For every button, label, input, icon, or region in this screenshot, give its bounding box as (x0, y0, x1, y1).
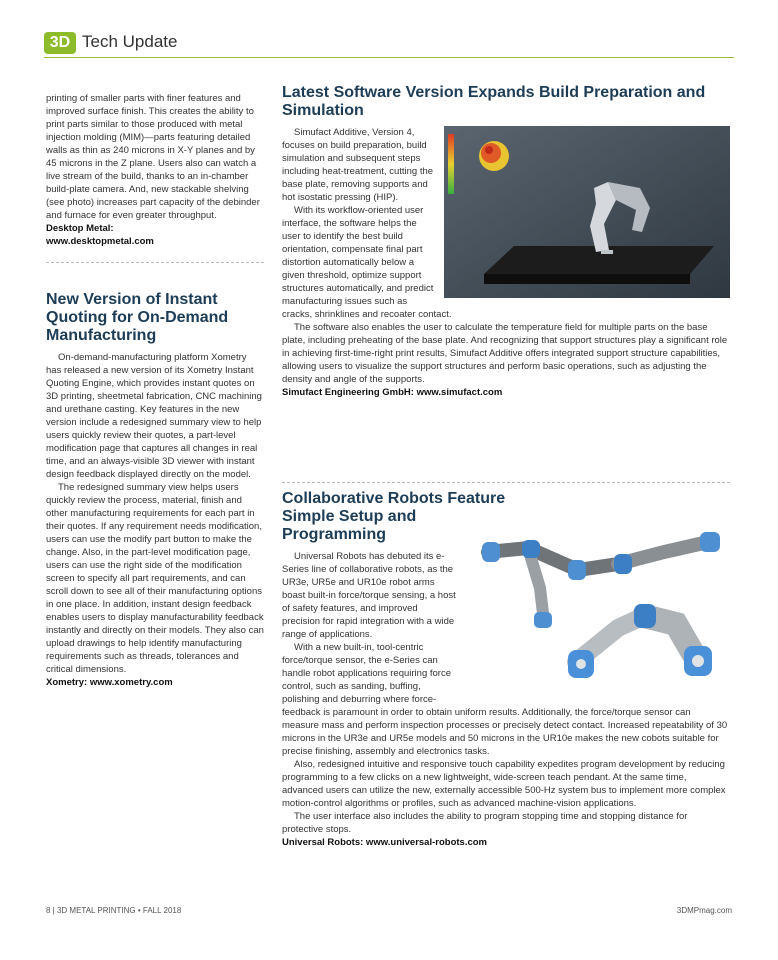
article-simufact (282, 84, 730, 399)
article-body-xometry (46, 351, 264, 689)
left-column (46, 92, 264, 689)
paragraph: On-demand-manufacturing platform Xometry has released a new version of its Xometry Instant Quoting Engine, which provides instant quotes on 3D printing, sheetmetal fabrication, CNC machining and urethane casting. Key features in the new version include a redesigned summary view to help users quickly review their quotes, a part-level modification page that captures all changes in real time, and an always-visible 3D viewer with instant design feedback displayed directly on the model. (46, 352, 262, 480)
paragraph: With its workflow-oriented user interface, the software helps the user to identify the best build orientation, compensate final part distortion automatically below a given threshold, optimize support structures automatically, and predict manufacturing issues such as cracks, shrinklines and recoater contact. (282, 205, 452, 320)
carryover-source-url: www.desktopmetal.com (46, 236, 154, 247)
page-header (44, 28, 734, 56)
page-footer (46, 906, 732, 915)
paragraph: The redesigned summary view helps users quickly review the process, material, finish and other manufacturing requirements for each part in their quotes. If any requirement needs modification, users can use the modify part button to make the change. Also, in the part-level modification page, users can use the right side of the modification screen to specify all part requirements, and can scroll down to see all of their manufacturing options in one place. In addition, instant design feedback enables users to display manufacturability feedback instantly and directly on their models. They also can upload drawings to help identify manufacturing requirements such as threads, tolerances and critical dimensions. (46, 482, 264, 675)
simulation-screenshot-image (444, 126, 730, 302)
carryover-source-name: Desktop Metal: (46, 223, 114, 234)
divider (46, 262, 264, 263)
article-source: Simufact Engineering GmbH: www.simufact.com (282, 387, 503, 398)
paragraph: With a new built-in, tool-centric force/torque sensor, the e-Series can handle robot applications requiring force control, such as sanding, buffing, polishing and deburring where force-feedback is paramount in order to obtain uniform results. Additionally, the force/torque sensor can measure mass and perform inspection processes or precisely detect contact. Increased repeatability of 30 microns in the UR3e and UR5e models and 50 microns in the UR10e makes the new cobots suitable for precise finishing, assembly and electronics tasks. (282, 642, 728, 757)
article-body-simufact (282, 126, 730, 399)
section-divider (282, 482, 730, 483)
paragraph: Universal Robots has debuted its e-Series line of collaborative robots, as the UR3e, UR5e and UR10e robot arms boast built-in force/torque sensing, a host of safety features, and improved precision for rapid integration with a wide range of applications. (282, 551, 456, 640)
carryover-text: printing of smaller parts with finer features and improved surface finish. This creates the ability to print parts similar to those produced with metal injection molding (MIM)—parts featuring detailed walls as thin as 240 microns in X-Y planes and by 45 microns in the Z plane. Users also can watch a live stream of the build, thanks to an in-chamber build-plate camera. And, new stackable shelving (see photo) increases part capacity of the debinder and furnace for even greater throughput. (46, 93, 260, 221)
cobot-arms-image (468, 512, 730, 694)
folio: 8 | 3D METAL PRINTING • FALL 2018 (46, 906, 182, 915)
website-link[interactable]: 3DMPmag.com (676, 906, 732, 915)
header-rule (44, 57, 734, 58)
magazine-logo: 3D (44, 32, 76, 54)
article-body-robots (282, 550, 730, 849)
carryover-article (46, 92, 264, 248)
article-title-simufact: Latest Software Version Expands Build Preparation and Simulation (282, 84, 706, 119)
article-universal-robots (282, 490, 730, 849)
paragraph: The user interface also includes the ability to program stopping time and stopping distance for protective stops. (282, 811, 688, 835)
article-title-robots: Collaborative Robots Feature Simple Setup and Programming (282, 490, 506, 543)
paragraph: Also, redesigned intuitive and responsive touch capability expedites program development by reducing programming to a few clicks on a new lightweight, wide-screen teach pendant. At the same time, advanced users can utilize the new, externally accessible 500-Hz system bus to implement more complex motion-control algorithms or profiles, such as advanced machine-vision applications. (282, 759, 726, 809)
section-title: Tech Update (82, 32, 178, 51)
article-source: Universal Robots: www.universal-robots.com (282, 837, 487, 848)
article-source: Xometry: www.xometry.com (46, 677, 173, 688)
paragraph: Simufact Additive, Version 4, focuses on build preparation, build simulation and subsequent steps including heat-treatment, cutting the base plate, removing supports and hot isostatic pressing (HIP). (282, 127, 434, 203)
paragraph: The software also enables the user to calculate the temperature field for multiple parts on the base plate, including preheating of the base plate. And recognizing that support structures play a significant role in achieving first-time-right print results, Simufact Additive offers integrated support structure capabilities, allowing users to visualize the support structures and perform basic operations, such as adjusting the density and angle of the supports. (282, 322, 728, 385)
article-title-xometry: New Version of Instant Quoting for On-Demand Manufacturing (46, 291, 229, 344)
